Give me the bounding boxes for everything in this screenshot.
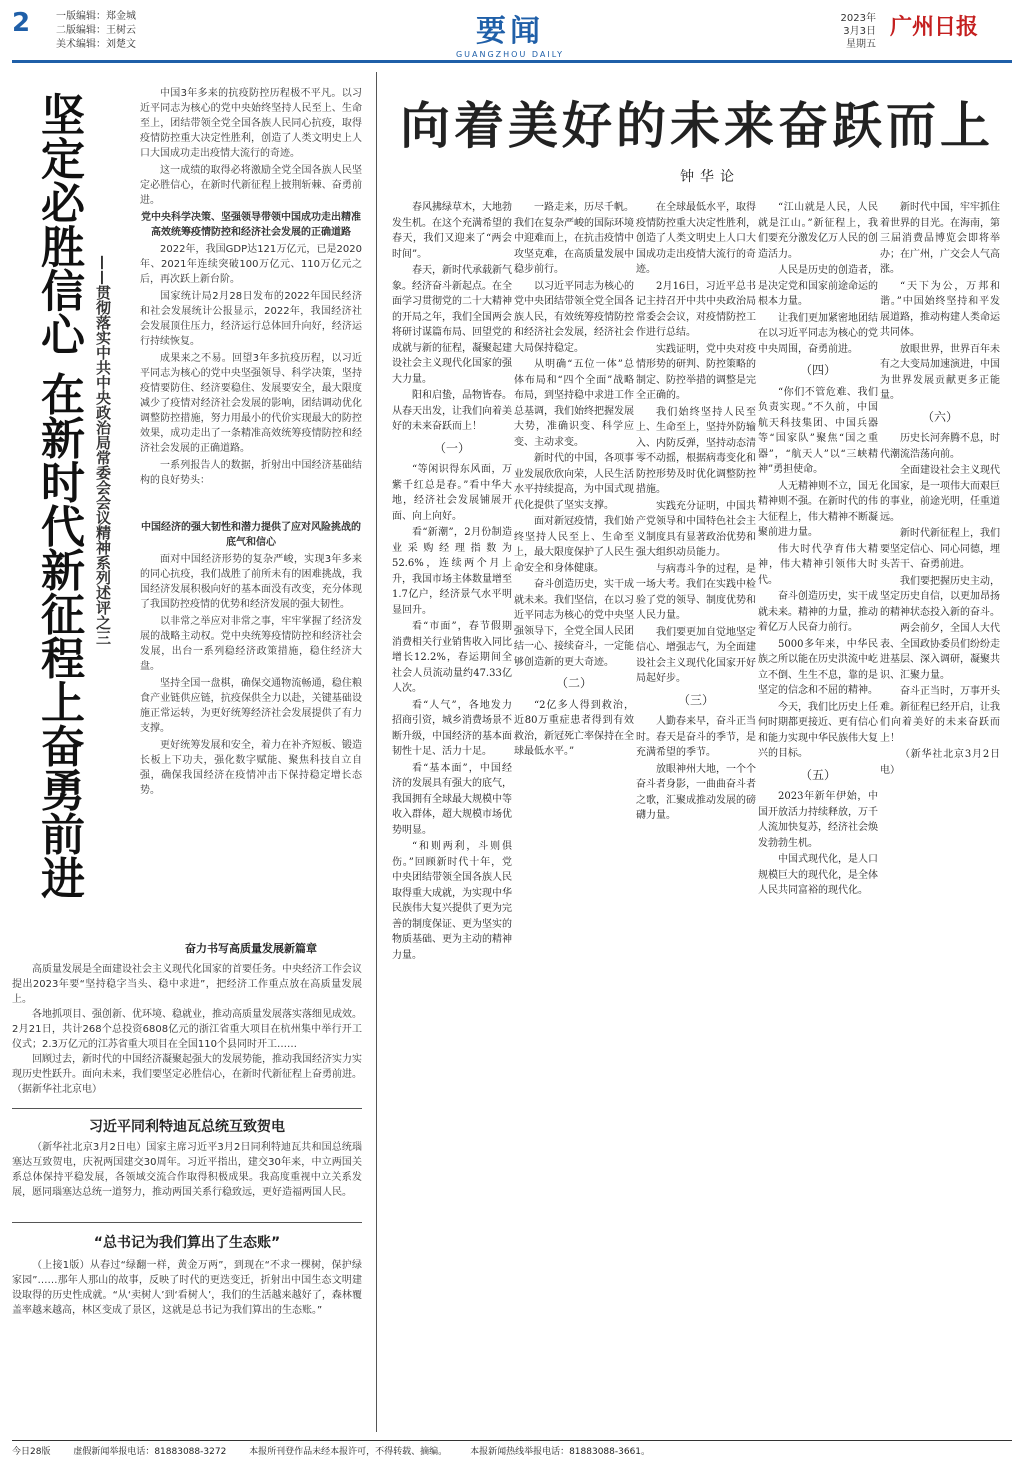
paragraph: 2023年新年伊始，中国开放活力持续释放，万千人流加快复苏，经济社会焕发勃勃生机。: [758, 791, 878, 849]
paragraph: 看“市面”，春节假期消费相关行业销售收入同比增长12.2%，春运期间全社会人员流动量约47.33亿人次。: [392, 621, 512, 694]
paragraph: 奋斗创造历史，实干成就未来。我们坚信，在以习近平同志为核心的党中央坚强领导下，全党全国人民团结一心、接续奋斗，一定能够创造新的更大奇迹。: [514, 579, 634, 668]
footer-item: 本报所刊登作品未经本报许可，不得转载、摘编。: [249, 1447, 448, 1457]
section-title-cn: 要闻: [476, 14, 544, 49]
paragraph: （上接1版）从春过“绿翻一样，黄金万两”，到现在“不求一棵树，保护绿家园”……那年人那山的故事，反映了时代的更迭变迁，折射出中国生态文明建设取得的历史性成就。“从‘卖树人’到‘看树人’，我们的生活越来越好了，森林覆盖率越来越高，林区变成了景区，这就是总书记为我们算出的生态账。”: [12, 1260, 362, 1316]
paragraph: 5000多年来，中华民族之所以能在历史洪流中屹立不倒、生生不息，靠的是坚定的信念和不屈的精神。: [758, 638, 878, 696]
main-article-title: 向着美好的未来奋跃而上: [400, 96, 994, 155]
paragraph: “2亿多人得到救治，近80万重症患者得到有效救治，新冠死亡率保持在全球最低水平。”: [514, 699, 634, 757]
paragraph: 2022年，我国GDP达121万亿元，已是2020年、2021年连续突破100万亿元、110万亿元之后，再次跃上新台阶。: [140, 244, 362, 285]
section-marker: （二）: [555, 676, 592, 690]
footer-item: 本报新闻热线举报电话：81883088-3661。: [470, 1447, 651, 1457]
paragraph: 阳和启蛰，品物皆春。从春天出发，让我们向着美好的未来奋跃而上！: [392, 390, 512, 432]
paragraph: “江山就是人民，人民就是江山。”新征程上，我们要充分激发亿万人民的创造活力。: [758, 202, 878, 260]
date-line: 星期五: [846, 39, 876, 50]
paragraph: 这一成绩的取得必将激励全党全国各族人民坚定必胜信心，在新时代新征程上披荆斩棘、奋勇前进。: [140, 165, 362, 206]
editor-list: [56, 10, 136, 52]
paragraph: 让我们更加紧密地团结在以习近平同志为核心的党中央周围，奋勇前进。: [758, 312, 878, 355]
paragraph: 放眼神州大地，一个个奋斗者身影，一曲曲奋斗者之歌，汇聚成推动发展的磅礴力量。: [636, 763, 756, 821]
article-column: [880, 200, 1000, 779]
article-column: [392, 200, 512, 964]
date-line: 3月3日: [843, 26, 876, 37]
paragraph: （新华社北京3月2日电）国家主席习近平3月2日同利特迪瓦共和国总统瑙塞达互致贺电，庆祝两国建交30周年。习近平指出，建交30年来，中立两国关系总体保持平稳发展，各领域交流合作取得积极成果。我高度重视中立关系发展，愿同瑙塞达总统一道努力，推动两国关系行稳致远，更好造福两国人民。: [12, 1142, 362, 1198]
editor-line: 二版编辑：王树云: [56, 25, 136, 36]
paragraph: 国家统计局2月28日发布的2022年国民经济和社会发展统计公报显示，2022年，我国经济社会发展顶住压力，经济运行总体回升向好，经济运行持续恢复。: [140, 291, 362, 347]
paragraph: “你们不管危难、我们负责实现。”不久前，中国航天科技集团、中国兵器等“国家队”聚焦“国之重器”，“航天人”以“三峡精神”勇担使命。: [758, 386, 878, 475]
paragraph: 新时代新征程上，我们要坚定信心、同心同德，埋头苦干、奋勇前进。: [880, 528, 1000, 570]
paragraph: 看“人气”，各地发力招商引资，城乡消费场景不断升级，中国经济的基本面韧性十足、活力十足。: [392, 699, 512, 757]
paragraph: 与病毒斗争的过程，是一场大考。我们在实践中检验了党的领导、制度优势和人民力量。: [636, 563, 756, 621]
left-article-body-3: [12, 962, 362, 1097]
paragraph: 历史长河奔腾不息，时代潮流浩荡向前。: [880, 433, 1000, 460]
paragraph: 我们要更加自觉地坚定信心、增强志气，为全面建设社会主义现代化国家开好局起好步。: [636, 626, 756, 684]
paragraph: 人勤春来早，奋斗正当时。春天是奋斗的季节，是充满希望的季节。: [636, 716, 756, 758]
column-divider: [376, 72, 377, 1432]
paragraph: 更好统筹发展和安全，着力在补齐短板、锻造长板上下功夫，强化数字赋能、聚焦科技自立自强，确保我国经济在疫情冲击下保持稳定增长态势。: [140, 740, 362, 796]
section-marker: （三）: [677, 692, 714, 707]
paragraph: 实践证明，党中央对疫情形势的研判、防控策略的制定、防控举措的调整是完全正确的。: [636, 343, 756, 401]
paragraph: 人无精神则不立，国无精神则不强。在新时代的伟大征程上，伟大精神不断凝聚前进力量。: [758, 480, 878, 538]
left-article-title: 坚定必胜信心 在新时代新征程上奋勇前进: [33, 92, 84, 900]
paragraph: 中国3年多来的抗疫防控历程极不平凡。以习近平同志为核心的党中央始终坚持人民至上、生命至上，团结带领全党全国各族人民同心抗疫，取得疫情防控重大决定性胜利，创造了人类文明史上人口大国成功走出疫情大流行的奇迹。: [140, 88, 362, 159]
paragraph: （新华社北京3月2日电）: [880, 749, 1000, 776]
section-marker: （一）: [433, 440, 470, 455]
paragraph: 一路走来，历尽千帆。我们在复杂严峻的国际环境中迎难而上，在抗击疫情中攻坚克难，在高质量发展中稳步前行。: [514, 202, 634, 275]
paragraph: 奋斗创造历史，实干成就未来。精神的力量，推动着亿万人民奋力前行。: [758, 591, 878, 633]
paragraph: 春风拂绿草木，大地勃发生机。在这个充满希望的春天，我们又迎来了“两会时间”。: [392, 202, 512, 260]
paragraph: 春天，新时代承载新气象。经济奋斗新起点。在全面学习贯彻党的二十大精神的开局之年，我们全国两会将研讨谋篇布局、回望党的成就与新的征程，凝聚起建设社会主义现代化国家的强大力量。: [392, 265, 512, 385]
page-header: [0, 0, 1024, 62]
paragraph: 放眼世界，世界百年未有之大变局加速演进，中国为世界发展贡献更多正能量。: [880, 343, 1000, 401]
paragraph: 各地抓项目、强创新、优环境、稳就业，推动高质量发展落实落细见成效。2月21日，共计268个总投资6808亿元的浙江省重大项目在杭州集中举行开工仪式；2.3万亿元的江苏省重大项目在全国110个县同时开工……: [12, 1009, 362, 1050]
divider: [12, 1108, 362, 1109]
paragraph: 人民是历史的创造者，是决定党和国家前途命运的根本力量。: [758, 265, 878, 307]
box2-title: “总书记为我们算出了生态账”: [93, 1235, 281, 1251]
paragraph: 中国式现代化，是人口规模巨大的现代化，是全体人民共同富裕的现代化。: [758, 854, 878, 896]
paragraph: 我们始终坚持人民至上、生命至上，坚持外防输入、内防反弹，坚持动态清零不动摇，根据病毒变化和防控形势及时优化调整防控措施。: [636, 406, 756, 495]
paragraph: “和则两利，斗则俱伤。”回顾新时代十年，党中央团结带领全国各族人民取得重大成就，为实现中华民族伟大复兴提供了更为完善的制度保证、更为坚实的物质基础、更为主动的精神力量。: [392, 841, 512, 961]
paragraph: 高质量发展是全面建设社会主义现代化国家的首要任务。中央经济工作会议提出2023年要“坚持稳字当头、稳中求进”，把经济工作重点放在高质量发展上。: [12, 964, 362, 1005]
paragraph: 坚持全国一盘棋，确保交通物流畅通，稳住粮食产业链供应链，抗疫保供全力以赴，关键基础设施正常运转，为更好统筹经济社会发展提供了有力支撑。: [140, 678, 362, 734]
section-marker: （四）: [799, 363, 836, 377]
box2-body: [12, 1258, 362, 1318]
main-article-author: 钟华论: [680, 169, 740, 185]
section-marker: （六）: [921, 409, 958, 424]
paragraph: 看“新潮”，2月份制造业采购经理指数为52.6%，连续两个月上升，我国市场主体数量增至1.7亿户，经济景气水平明显回升。: [392, 527, 512, 616]
paragraph: 新时代中国，牢牢抓住着世界的目光。在海南，第三届消费品博览会即将举办；在广州，广交会人气高涨。: [880, 202, 1000, 275]
section-marker: （五）: [799, 767, 836, 782]
box1-body: [12, 1140, 362, 1200]
section-title: [430, 6, 590, 59]
article-column: [636, 200, 756, 825]
section-title-en: GUANGZHOU DAILY: [455, 50, 565, 59]
footer-item: 今日28版: [12, 1447, 51, 1457]
paragraph: 伟大时代孕育伟大精神，伟大精神引领伟大时代。: [758, 543, 878, 586]
paragraph: 2月16日，习近平总书记主持召开中共中央政治局常委会会议，对疫情防控工作进行总结。: [636, 280, 756, 338]
subheading: 中国经济的强大韧性和潜力提供了应对风险挑战的底气和信心: [141, 522, 361, 548]
article-column: [514, 200, 634, 761]
box1-title: 习近平同利特迪瓦总统互致贺电: [89, 1119, 285, 1135]
editor-line: 一版编辑：郑金城: [56, 11, 136, 22]
footer-item: 虚假新闻举报电话：81883088-3272: [73, 1447, 227, 1457]
paragraph: 看“基本面”，中国经济的发展具有强大的底气，我国拥有全球最大规模中等收入群体，超大规模市场优势明显。: [392, 762, 512, 836]
left-article-body: [140, 86, 362, 490]
paragraph: 全面建设社会主义现代化国家，是一项伟大而艰巨的事业，前途光明，任重道远。: [880, 465, 1000, 523]
left-article-body-2: [140, 520, 362, 800]
paragraph: 奋斗正当时，万事开头难。新征程已经开启，让我们向着美好的未来奋跃而上！: [880, 686, 1000, 744]
paragraph: 回顾过去，新时代的中国经济凝聚起强大的发展势能，推动我国经济实力实现历史性跃升。面向未来，我们要坚定必胜信心，在新时代新征程上奋勇前进。（据新华社北京电）: [12, 1054, 362, 1095]
paragraph: 面对新冠疫情，我们始终坚持人民至上、生命至上，最大限度保护了人民生命安全和身体健康。: [514, 516, 634, 574]
paragraph: 我们要把握历史主动，坚定历史自信，以更加昂扬的精神状态投入新的奋斗。: [880, 575, 1000, 618]
divider: [12, 1222, 362, 1223]
left-article-subtitle: ——贯彻落实中共中央政治局常委会会议精神系列述评之三: [94, 255, 112, 645]
paragraph: 新时代的中国，各项事业发展欣欣向荣，人民生活水平持续提高，为中国式现代化提供了坚实支撑。: [514, 453, 634, 511]
paragraph: 今天，我们比历史上任何时期都更接近、更有信心和能力实现中华民族伟大复兴的目标。: [758, 701, 878, 759]
issue-date: [826, 12, 876, 51]
mid-heading: 奋力书写高质量发展新篇章: [185, 942, 317, 955]
paragraph: 一系列报告人的数据，折射出中国经济基础结构的良好势头：: [140, 460, 362, 486]
paragraph: 以非常之举应对非常之事，牢牢掌握了经济发展的战略主动权。党中央统筹疫情防控和经济社会发展，出台一系列稳经济政策措施，稳住经济大盘。: [140, 616, 362, 672]
paragraph: 成果来之不易。回望3年多抗疫历程，以习近平同志为核心的党中央坚强领导、科学决策，坚持疫情要防住、经济要稳住、发展要安全，最大限度减少了疫情对经济社会发展的影响，团结调动优化调整防控措施，努力用最小的代价实现最大的防控效果，成功走出了一条精准高效统筹疫情防控和经济社会发展的正确道路。: [140, 353, 362, 454]
paragraph: “天下为公，万邦和谐。”中国始终坚持和平发展道路，推动构建人类命运共同体。: [880, 280, 1000, 338]
page-footer: [12, 1440, 1012, 1457]
paragraph: 在全球最低水平，取得疫情防控重大决定性胜利，创造了人类文明史上人口大国成功走出疫情大流行的奇迹。: [636, 202, 756, 275]
article-column: [758, 200, 878, 900]
paragraph: 以习近平同志为核心的党中央团结带领全党全国各族人民，有效统筹疫情防控和经济社会发展，经济社会大局保持稳定。: [514, 280, 634, 354]
date-line: 2023年: [840, 13, 876, 24]
page-number: 2: [12, 8, 31, 38]
editor-line: 美术编辑：刘楚文: [56, 39, 136, 50]
paragraph: 从明确“五位一体”总体布局和“四个全面”战略布局，到坚持稳中求进工作总基调，我们始终把握发展大势，准确识变、科学应变、主动求变。: [514, 359, 634, 448]
subheading: 党中央科学决策、坚强领导带领中国成功走出精准高效统筹疫情防控和经济社会发展的正确道路: [141, 212, 361, 238]
paragraph: 两会前夕，全国人大代表、全国政协委员们纷纷走进基层、深入调研，凝聚共识、汇聚力量。: [880, 623, 1000, 681]
header-rule: [12, 60, 1012, 63]
newspaper-logo: 广州日报: [890, 14, 979, 40]
paragraph: 实践充分证明，中国共产党领导和中国特色社会主义制度具有显著政治优势和强大组织动员能力。: [636, 500, 756, 558]
paragraph: “等闲识得东风面，万紫千红总是春。”看中华大地，经济社会发展铺展开面、向上向好。: [392, 464, 512, 522]
paragraph: 面对中国经济形势的复杂严峻，实现3年多来的同心抗疫，我们战胜了前所未有的困难挑战，我国经济发展积极向好的基本面没有改变，充分体现了我国防控疫情的优势和经济发展的强大韧性。: [140, 554, 362, 610]
